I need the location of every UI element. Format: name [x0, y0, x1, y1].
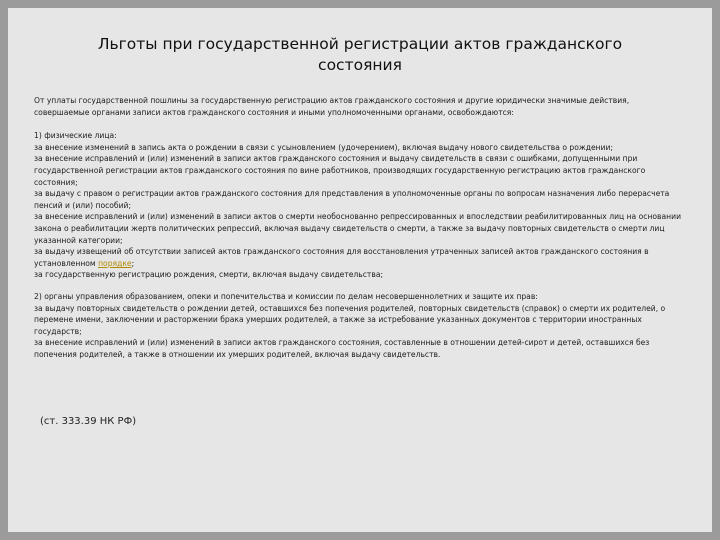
section-2-item: за выдачу повторных свидетельств о рождении детей, оставшихся без попечения родителей, повторных свидетельств (справок) о смерти их родителей, о перемене имени, заключении и расторжении брака умерших родителей, а также за истребование указанных документов с территории иностранных государств; [34, 303, 666, 336]
section-1-item: за внесение изменений в запись акта о рождении в связи с усыновлением (удочерением), включая выдачу нового свидетельства о рождении; [34, 142, 614, 152]
section-1-item: за внесение исправлений и (или) изменений в записи актов гражданского состояния и выдачу свидетельств в связи с ошибками, допущенными при государственной регистрации актов гражданского состояния по вине работников, производящих государственную регистрацию актов гражданского состояния; [34, 154, 646, 187]
section-1-item: за внесение исправлений и (или) изменений в записи актов о смерти необоснованно репрессированных и впоследствии реабилитированных лиц на основании закона о реабилитации жертв политических репрессий, включая выдачу свидетельств о смерти, а также за выдачу повторных свидетельств о смерти лиц указанной категории; [34, 212, 682, 245]
section-1-item-text: за выдачу извещений об отсутствии записей актов гражданского состояния для восстановления утраченных записей актов гражданского состояния в установленном [34, 247, 649, 268]
title-line-2: состояния [318, 56, 402, 74]
citation: (ст. 333.39 НК РФ) [40, 416, 137, 427]
order-link-suffix: ; [131, 258, 135, 268]
slide-title [8, 34, 712, 76]
intro-paragraph: От уплаты государственной пошлины за государственную регистрацию актов гражданского состояния и другие юридически значимые действия, совершаемые органами записи актов гражданского состояния и иными уполномоченными органами, освобождаются: [34, 96, 630, 117]
slide [8, 8, 712, 532]
section-2-item: за внесение исправлений и (или) изменений в записи актов гражданского состояния, составленные в отношении детей-сирот и детей, оставшихся без попечения родителей, а также в отношении их умерших родителей, включая выдачу свидетельств. [34, 338, 650, 359]
section-1-item: за государственную регистрацию рождения, смерти, включая выдачу свидетельства; [34, 270, 384, 280]
order-link[interactable]: порядке [98, 258, 132, 268]
section-1-heading: 1) физические лица: [34, 131, 117, 141]
section-1-item: за выдачу с правом о регистрации актов гражданского состояния для представления в уполномоченные органы по вопросам назначения либо перерасчета пенсий и (или) пособий; [34, 189, 670, 210]
slide-body [34, 95, 684, 360]
title-line-1: Льготы при государственной регистрации актов гражданского [97, 35, 623, 53]
section-2-heading: 2) органы управления образованием, опеки и попечительства и комиссии по делам несовершеннолетних и защите их прав: [34, 291, 538, 301]
section-1-item [34, 246, 684, 269]
